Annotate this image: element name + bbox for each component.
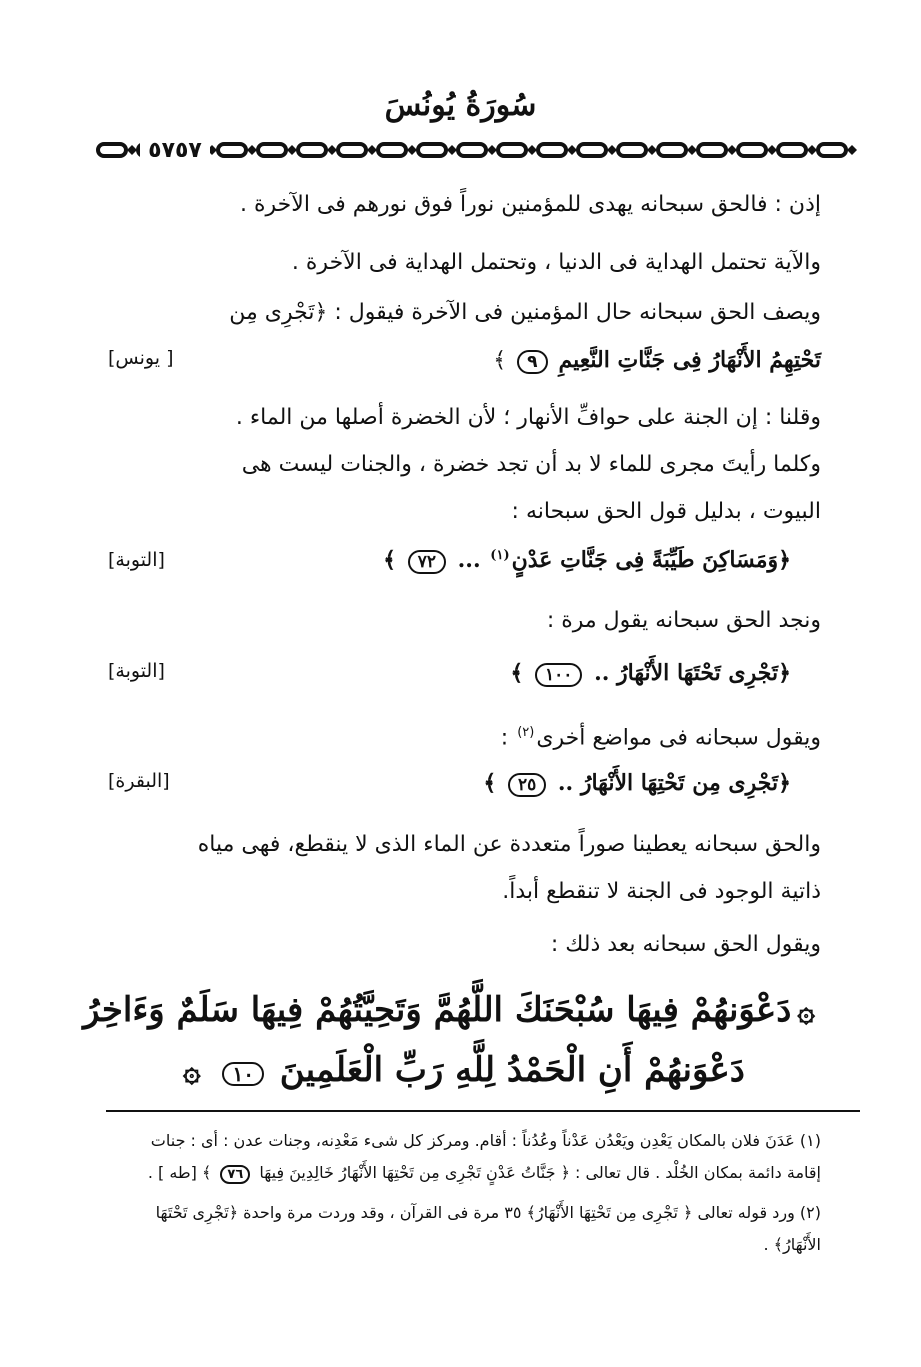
surah-reference: [ يونس] xyxy=(108,347,174,369)
paragraph-4-line-2: وكلما رأيتَ مجرى للماء لا بد أن تجد خضرة ، والجنات ليست هى xyxy=(241,452,821,477)
footnote-marker: (٢) xyxy=(517,725,535,740)
ayah-number: ٢٥ xyxy=(508,773,546,797)
paragraph-4-line-3: البيوت ، بدليل قول الحق سبحانه : xyxy=(511,499,821,524)
verse-line-1 xyxy=(383,547,791,574)
chain-diamond xyxy=(327,145,337,155)
verse-line-3 xyxy=(483,770,791,797)
chain-diamond xyxy=(487,145,497,155)
chain-diamond xyxy=(727,145,737,155)
chain-diamond xyxy=(847,145,857,155)
footnote-2-line-1: (٢) ورد قوله تعالى ﴿ تَجْرِى مِن تَحْتِهَا الأَنْهَارُ﴾ ٣٥ مرة فى القرآن ، وقد وردت مرة واحدة ﴿تَجْرِى تَحْتَهَا xyxy=(155,1203,821,1222)
ayah-number: ١٠ xyxy=(222,1062,263,1086)
chain-link xyxy=(418,144,446,156)
paragraph-3-line-2 xyxy=(101,345,821,376)
paragraph-7-line-2: ذاتية الوجود فى الجنة لا تنقطع أبداً. xyxy=(502,879,821,904)
calligraphy-line-1 xyxy=(83,990,821,1032)
footnote-2-line-2: الأَنْهَارُ﴾ . xyxy=(763,1235,821,1254)
paragraph-7-line-1: والحق سبحانه يعطينا صوراً متعددة عن الماء الذى لا ينقطع، فهى مياه xyxy=(197,832,821,857)
chain-link xyxy=(458,144,486,156)
surah-reference: [البقرة] xyxy=(108,770,170,792)
verse-text: ﴿وَمَسَاكِنَ طَيِّبَةً فِى جَنَّاتِ عَدْنٍ xyxy=(511,547,791,573)
chain-diamond xyxy=(607,145,617,155)
paragraph-2: والآية تحتمل الهداية فى الدنيا ، وتحتمل الهداية فى الآخرة . xyxy=(291,250,821,275)
chain-diamond xyxy=(767,145,777,155)
chain-link xyxy=(738,144,766,156)
chain-link xyxy=(658,144,686,156)
chain-diamond xyxy=(127,145,137,155)
chain-diamond xyxy=(247,145,257,155)
chain-link xyxy=(778,144,806,156)
page-number: ٥٧٥٧ xyxy=(140,138,210,164)
paragraph-4-line-1: وقلنا : إن الجنة على حوافِّ الأنهار ؛ لأن الخضرة أصلها من الماء . xyxy=(235,405,821,430)
chain-diamond xyxy=(527,145,537,155)
verse-text: ﴿تَجْرِى تَحْتَهَا الأَنْهَارُ .. xyxy=(594,660,791,686)
verse-text: ﴿تَجْرِى مِن تَحْتِهَا الأَنْهَارُ .. xyxy=(557,770,791,796)
ornament-chain-icon xyxy=(96,136,860,164)
footnote-1-line-1: (١) عَدَنَ فلان بالمكان يَعْدِن ويَعْدُن عَدْناً وعُدُناً : أقام. ومركز كل شىء مَعْدِنه، وجنات عدن : أى : جنات xyxy=(150,1131,821,1150)
chain-link xyxy=(258,144,286,156)
colon: : xyxy=(500,725,509,751)
surah-reference: [التوبة] xyxy=(108,549,165,571)
ayah-number: ١٠٠ xyxy=(535,663,582,687)
chain-link xyxy=(498,144,526,156)
chain-link xyxy=(618,144,646,156)
chain-link xyxy=(698,144,726,156)
ellipsis: ... xyxy=(457,547,481,573)
chain-diamond xyxy=(687,145,697,155)
verse-text: تَحْتِهِمُ الأَنْهَارُ فِى جَنَّاتِ النَّعِيمِ xyxy=(558,347,821,373)
verse-close-bracket: ﴾ xyxy=(383,547,397,573)
chain-link xyxy=(818,144,846,156)
chain-link xyxy=(298,144,326,156)
paragraph-6 xyxy=(101,718,821,753)
ayah-number: ٧٢ xyxy=(408,550,446,574)
flower-ornament-icon: ۞ xyxy=(183,1054,201,1089)
chain-diamond xyxy=(287,145,297,155)
surah-reference: [التوبة] xyxy=(108,660,165,682)
chain-diamond xyxy=(567,145,577,155)
ayah-number: ٧٦ xyxy=(220,1165,250,1184)
chain-link xyxy=(538,144,566,156)
chain-diamond xyxy=(807,145,817,155)
paragraph-8: ويقول الحق سبحانه بعد ذلك : xyxy=(550,932,821,957)
calligraphy-line-2 xyxy=(101,1050,821,1092)
footnote-marker: (١) xyxy=(490,547,510,563)
footnote-text: إقامة دائمة بمكان الخُلْد . قال تعالى : ﴿ جَنَّاتُ عَدْنٍ تَجْرِى مِن تَحْتِهَا الأَنْهَارُ خَالِدِينَ فِيهَا xyxy=(259,1163,821,1182)
chain-link xyxy=(378,144,406,156)
surah-title: سُورَةُ يُونُسَ xyxy=(384,88,537,123)
chain-diamond xyxy=(367,145,377,155)
chain-link xyxy=(218,144,246,156)
flower-ornament-icon: ۞ xyxy=(797,994,815,1029)
paragraph-3-line-1: ويصف الحق سبحانه حال المؤمنين فى الآخرة فيقول : ﴿تَجْرِى مِن xyxy=(229,300,821,325)
calligraphy-text: دَعْوَنهُمْ أَنِ الْحَمْدُ لِلَّهِ رَبِّ الْعَلَمِينَ xyxy=(279,1050,745,1090)
footnote-text-end: ﴾ [طه ] . xyxy=(147,1163,212,1182)
footnote-1-line-2 xyxy=(101,1160,821,1186)
ornament-border xyxy=(96,136,860,164)
chain-link xyxy=(578,144,606,156)
calligraphy-text: دَعْوَنهُمْ فِيهَا سُبْحَنَكَ اللَّهُمَّ وَتَحِيَّتُهُمْ فِيهَا سَلَمٌ وَءَاخِرُ xyxy=(83,990,792,1030)
chain-diamond xyxy=(407,145,417,155)
ayah-number: ٩ xyxy=(517,350,547,374)
verse-close-bracket: ﴾ xyxy=(493,348,507,373)
footnote-divider xyxy=(106,1110,860,1112)
paragraph-5: ونجد الحق سبحانه يقول مرة : xyxy=(546,608,821,633)
paragraph-6-text: ويقول سبحانه فى مواضع أخرى xyxy=(536,725,821,751)
paragraph-1: إذن : فالحق سبحانه يهدى للمؤمنين نوراً فوق نورهم فى الآخرة . xyxy=(240,192,821,217)
chain-link xyxy=(98,144,126,156)
verse-close-bracket: ﴾ xyxy=(483,770,497,796)
chain-link xyxy=(338,144,366,156)
chain-diamond xyxy=(447,145,457,155)
verse-close-bracket: ﴾ xyxy=(510,660,524,686)
verse-line-2 xyxy=(510,660,791,687)
chain-diamond xyxy=(647,145,657,155)
